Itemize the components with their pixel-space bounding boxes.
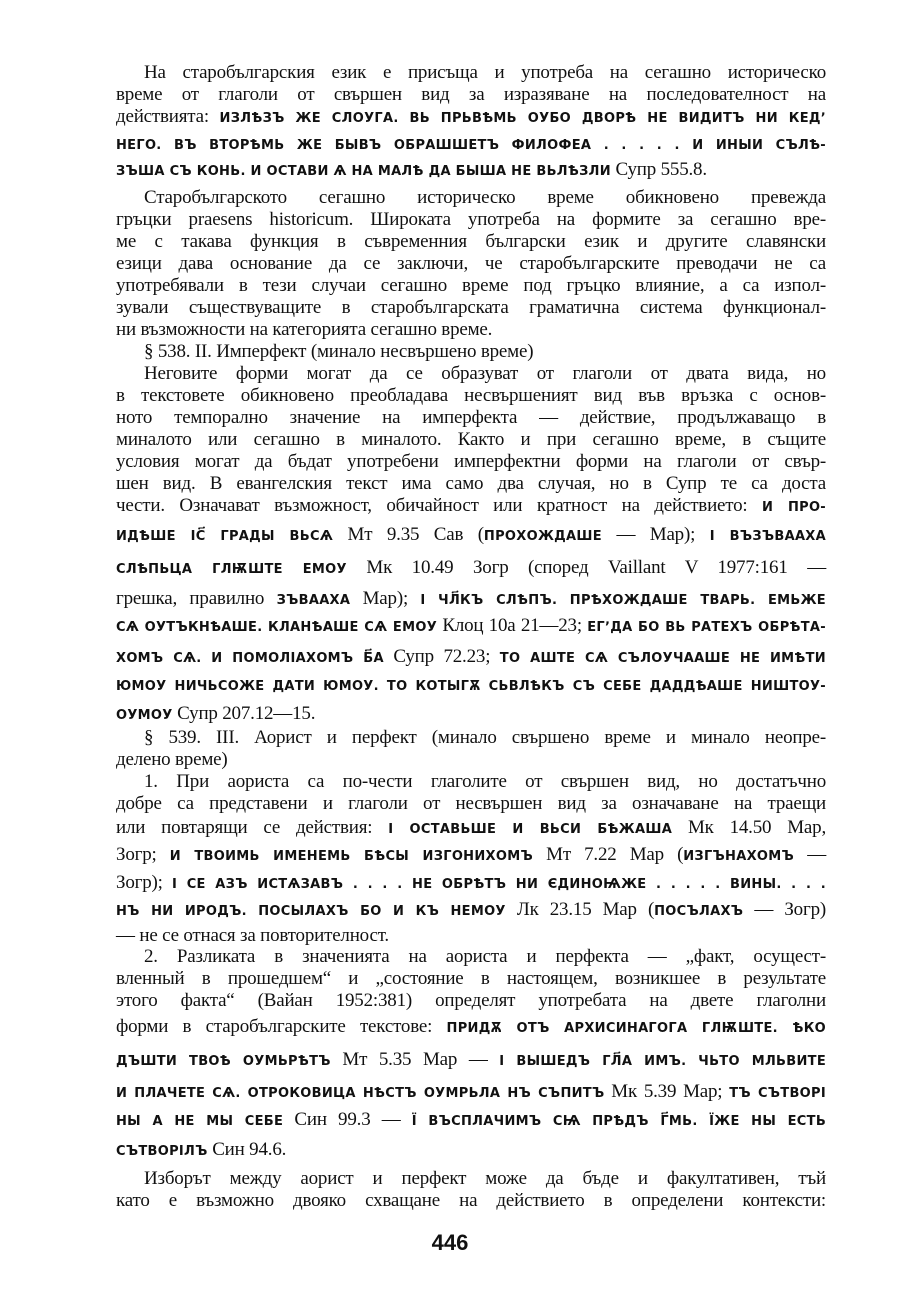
text-segment: Клоц 10а 21—23; <box>437 615 588 636</box>
text-line <box>116 968 826 990</box>
old-church-slavonic-quote: ТЪ СЪТВОРІ <box>729 1086 826 1101</box>
text-line <box>116 749 826 771</box>
text-line <box>116 297 826 319</box>
text-segment: гръцки praesens historicum. Широката употреба на формите за сегашно вре- <box>116 209 826 230</box>
page-number: 446 <box>431 1230 469 1255</box>
old-church-slavonic-quote: ЗЪВААХА <box>276 593 351 608</box>
text-segment: этого факта“ (Вайан 1952:381) определят употребата на двете глаголни <box>116 990 826 1011</box>
text-line <box>116 925 826 947</box>
old-church-slavonic-quote: И ПРО- <box>762 500 826 515</box>
old-church-slavonic-quote: НЪ НИ ИРОДЪ. ПОСЫЛАХЪ БО И КЪ НЕМОУ <box>116 904 506 919</box>
text-line <box>116 703 826 727</box>
old-church-slavonic-quote: І ОСТАВЬШЕ И ВЬСИ БѢЖАША <box>388 822 673 837</box>
text-segment: шен вид. В евангелския текст има само два случая, но в Супр те са доста <box>116 473 826 494</box>
text-segment: — Мар); <box>601 524 710 545</box>
text-segment: § 539. III. Аорист и перфект (минало свършено време и минало неопре- <box>144 727 826 748</box>
text-segment: 1. При аориста са по-чести глаголите от свършен вид, но достатъчно <box>144 771 826 792</box>
text-segment: § 538. II. Имперфект (минало несвършено време) <box>144 341 534 362</box>
text-segment: ното темпорално значение на имперфекта — действие, продължаващо в <box>116 407 826 428</box>
text-segment: На старобългарския език е присъща и употреба на сегашно историческо <box>144 62 826 83</box>
text-line <box>144 946 826 968</box>
text-line <box>116 1016 826 1040</box>
text-segment: ме с такава функция в съвременния български език и другите славянски <box>116 231 826 252</box>
text-line <box>116 275 826 297</box>
text-segment: грешка, правилно <box>116 588 277 609</box>
text-segment: като е възможно двояко схващане на действието в определени контексти: <box>116 1190 826 1211</box>
text-line <box>116 209 826 231</box>
text-segment: Мт 5.35 Мар — <box>330 1049 500 1070</box>
old-church-slavonic-quote: И ТВОИМЬ ИМЕНЕМЬ БѢСЫ ИЗГОНИХОМЪ <box>169 849 533 864</box>
text-line <box>144 727 826 749</box>
text-segment: зували съществуващите в старобългарската граматична система функционал- <box>116 297 826 318</box>
text-segment: Лк 23.15 Мар ( <box>505 899 655 920</box>
old-church-slavonic-quote: СЪТВОРІЛЪ <box>116 1144 208 1159</box>
text-segment: Супр 72.23; <box>383 646 500 667</box>
text-segment: — не се отнася за повторителност. <box>116 925 389 946</box>
text-segment: — <box>794 844 827 865</box>
old-church-slavonic-quote: ИДѢШЕ ІС҃ ГРАДЫ ВЬСѦ <box>116 529 334 544</box>
text-line <box>116 253 826 275</box>
old-church-slavonic-quote: І СЕ АЗЪ ИСТѦЗАВЪ . . . . НЕ ОБРѢТЪ НИ ЄДИНОѨЖЕ . . . . . ВИНЫ. . . . <box>172 877 826 892</box>
text-segment: Син 99.3 — <box>283 1109 412 1130</box>
old-church-slavonic-quote: І ЧЛ҃КЪ СЛѢПЪ. ПРѢХОЖДАШЕ ТВАРЬ. ЕМЬЖЕ <box>420 593 826 608</box>
old-church-slavonic-quote: СѦ ОУТЪКНѢАШЕ. КЛАНѢАШЕ СѦ ЕМОУ <box>116 620 438 635</box>
text-line <box>116 646 826 670</box>
text-line <box>116 407 826 429</box>
old-church-slavonic-quote: НЫ А НЕ МЫ СЕБЕ <box>116 1114 284 1129</box>
text-line <box>116 106 826 130</box>
text-line <box>116 84 826 106</box>
old-church-slavonic-quote: І ВЫШЕДЪ ГЛ҃А ИМЪ. ЧЬТО МЛЬВИТЕ <box>499 1054 826 1069</box>
text-line <box>116 1081 826 1105</box>
text-segment: Син 94.6. <box>207 1139 287 1160</box>
old-church-slavonic-quote: ЗЪША СЪ КОНЬ. И ОСТАВИ Ѧ НА МАЛѢ ДА БЫША НЕ ВЬЛѢЗЛИ <box>116 164 611 179</box>
text-line <box>116 1139 826 1163</box>
text-segment: в текстовете обикновено преобладава несвършеният вид във връзка с основ- <box>116 385 826 406</box>
old-church-slavonic-quote: ИЗГЪНАХОМЪ <box>683 849 795 864</box>
text-line <box>116 1049 826 1073</box>
old-church-slavonic-quote: Ї ВЪСПЛАЧИМЪ СѨ ПРѢДЪ Г҃МЬ. ЇЖЕ НЫ ЕСТЬ <box>411 1114 827 1129</box>
old-church-slavonic-quote: ИЗЛѢЗЪ ЖЕ СЛОУГА. ВЬ ПРЬВѢМЬ ОУБО ДВОРѢ НЕ ВИДИТЪ НИ КЕДʼ <box>219 111 826 126</box>
text-segment: условия могат да бъдат употребени имперфектни форми на глаголи от свър- <box>116 451 826 472</box>
text-line <box>116 429 826 451</box>
text-line <box>116 495 826 519</box>
old-church-slavonic-quote: И ПЛАЧЕТЕ СѦ. ОТРОКОВИЦА НѢСТЪ ОУМРЬЛА НЪ СЪПИТЪ <box>116 1086 605 1101</box>
text-line <box>116 231 826 253</box>
text-line <box>116 1109 826 1133</box>
text-segment: действията: <box>116 106 220 127</box>
text-segment: форми в старобългарските текстове: <box>116 1016 447 1037</box>
text-line <box>116 319 826 341</box>
old-church-slavonic-quote: ПОСЪЛАХЪ <box>654 904 744 919</box>
text-segment: Мт 9.35 Сав ( <box>333 524 484 545</box>
text-line <box>116 817 826 841</box>
old-church-slavonic-quote: ЮМОУ НИЧЬСОЖЕ ДАТИ ЮМОУ. ТО КОТЫГѪ СЬВЛѢКЪ СЪ СЕБЕ ДАДДѢАШЕ НИШТОУ- <box>116 679 826 694</box>
text-line <box>116 385 826 407</box>
text-segment: Супр 207.12—15. <box>172 703 316 724</box>
text-line <box>116 557 826 581</box>
text-segment: Мк 14.50 Мар, <box>672 817 826 838</box>
text-segment: добре са представени и глаголи от несвършен вид за означаване на траещи <box>116 793 826 814</box>
text-line <box>144 1168 826 1190</box>
text-segment: Мк 10.49 Зогр (според Vaillant V 1977:161 — <box>346 557 826 578</box>
text-segment: чести. Означават възможност, обичайност или кратност на действието: <box>116 495 762 516</box>
old-church-slavonic-quote: ДЪШТИ ТВОѢ ОУМЬРѢТЪ <box>116 1054 331 1069</box>
old-church-slavonic-quote: ОУМОУ <box>116 708 173 723</box>
text-line <box>116 872 826 896</box>
old-church-slavonic-quote: ХОМЪ СѦ. И ПОМОЛІАХОМЪ Б҃А <box>116 651 384 666</box>
text-segment: Изборът между аорист и перфект може да бъде и факултативен, тъй <box>144 1168 826 1189</box>
text-line <box>144 187 826 209</box>
old-church-slavonic-quote: ЕГʼДА БО ВЬ РАТЕХЪ ОБРѢТА- <box>587 620 826 635</box>
text-segment: — Зогр) <box>743 899 826 920</box>
text-line <box>116 1190 826 1212</box>
text-segment: или повтарящи се действия: <box>116 817 389 838</box>
text-segment: Зогр; <box>116 844 170 865</box>
old-church-slavonic-quote: ТО АШТЕ СѦ СЪЛОУЧААШЕ НЕ ИМѢТИ <box>499 651 826 666</box>
text-segment: Мт 7.22 Мар ( <box>532 844 684 865</box>
old-church-slavonic-quote: І ВЪЗЪВААХА <box>709 529 826 544</box>
old-church-slavonic-quote: СЛѢПЬЦА ГЛѬШТЕ ЕМОУ <box>116 562 347 577</box>
text-line <box>116 133 826 157</box>
text-segment: Старобългарското сегашно историческо време обикновено превежда <box>144 187 826 208</box>
text-segment: вленный в прошедшем“ и „состояние в настоящем, возникшее в результате <box>116 968 826 989</box>
text-line <box>116 159 826 183</box>
text-segment: ни възможности на категорията сегашно време. <box>116 319 493 340</box>
text-line <box>116 899 826 923</box>
text-line <box>116 615 826 639</box>
text-line <box>116 588 826 612</box>
text-segment: Мк 5.39 Мар; <box>604 1081 730 1102</box>
text-segment: делено време) <box>116 749 228 770</box>
text-segment: миналото или сегашно в миналото. Както и при сегашно време, в същите <box>116 429 826 450</box>
text-segment: Супр 555.8. <box>610 159 707 180</box>
text-line <box>116 524 826 548</box>
old-church-slavonic-quote: ПРОХОЖДАШЕ <box>483 529 602 544</box>
text-segment: употребявали в тези случаи сегашно време под гръцко влияние, а са изпол- <box>116 275 826 296</box>
text-line <box>116 473 826 495</box>
text-line <box>144 771 826 793</box>
text-segment: Неговите форми могат да се образуват от глаголи от двата вида, но <box>144 363 826 384</box>
text-line <box>116 793 826 815</box>
text-line <box>144 341 826 363</box>
text-segment: езици дава основание да се заключи, че старобългарските преводачи не са <box>116 253 826 274</box>
text-segment: Зогр); <box>116 872 173 893</box>
text-line <box>144 62 826 84</box>
old-church-slavonic-quote: НЕГО. ВЪ ВТОРѢМЬ ЖЕ БЫВЪ ОБРАШШЕТЪ ФИЛОФЕА . . . . . И ИНЫИ СЪЛѢ- <box>116 138 826 153</box>
text-segment: Мар); <box>350 588 421 609</box>
text-segment: време от глаголи от свършен вид за изразяване на последователност на <box>116 84 826 105</box>
text-line <box>116 990 826 1012</box>
text-line <box>144 363 826 385</box>
text-segment: 2. Разликата в значенията на аориста и перфекта — „факт, осущест- <box>144 946 826 967</box>
text-line <box>116 844 826 868</box>
text-line <box>116 674 826 698</box>
old-church-slavonic-quote: ПРИДѪ ОТЪ АРХИСИНАГОГА ГЛѬШТЕ. ѢКО <box>446 1021 826 1036</box>
text-line <box>116 451 826 473</box>
